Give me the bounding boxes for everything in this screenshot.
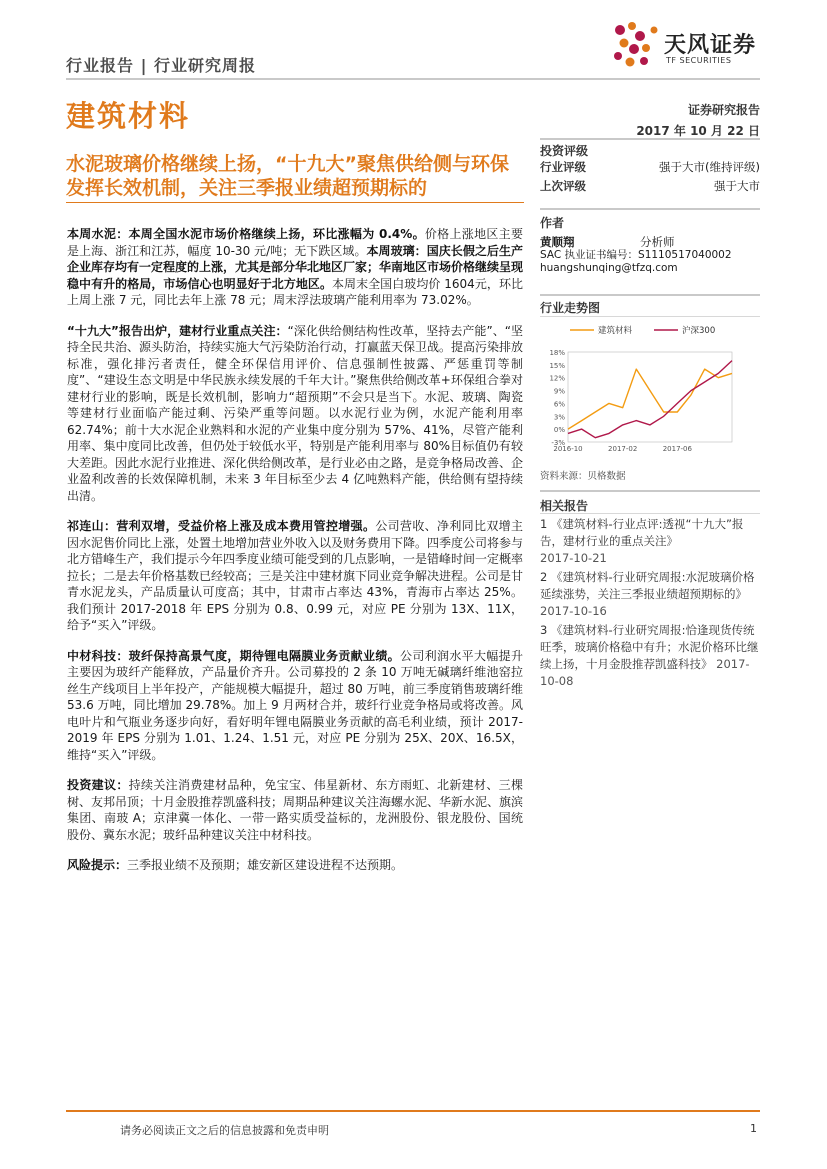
lead-glass: 本周玻璃：国庆长假之后生产企业库存均有一定程度的上涨，尤其是部分华北地区厂家；华南地区市场价格继续呈现稳中有升的格局，市场信心也明显好于北方地区。	[67, 243, 524, 291]
related-item-date: 2017-10-21	[540, 551, 607, 565]
lead-cement: 本周水泥：本周全国水泥市场价格继续上扬，环比涨幅为 0.4%。	[67, 227, 425, 241]
y-tick-label: 0%	[553, 426, 565, 435]
related-item-title[interactable]: 2 《建筑材料-行业研究周报:水泥玻璃价格延续涨势，关注三季报业绩超预期标的》	[540, 570, 755, 601]
logo-dot	[626, 58, 635, 67]
related-item[interactable]	[540, 516, 760, 567]
logo-dot	[629, 44, 639, 54]
lead-risk: 风险提示：	[67, 858, 128, 872]
rating-divider	[540, 138, 760, 140]
prev-rating-label: 上次评级	[540, 179, 586, 193]
lead-qilianshan: 祁连山：营利双增，受益价格上涨及成本费用管控增强。	[67, 519, 376, 533]
text-congress: “深化供给侧结构性改革，坚持去产能”、“坚持全民共治、源头防治，持续实施大气污染防治行动，打赢蓝天保卫战。提高污染排放标准，强化排污者责任，健全环保信用评价、信息强制性披露、严惩重罚等制度”、“建设生态文明是中华民族永续发展的千年大计。”聚焦供给侧改革+环保组合拳对建材行业的影响，既是长效机制，影响力“超预期”不会只是当下。水泥、玻璃、陶瓷等建材行业面临产能过剩、污染严重等问题。以水泥行业为例，水泥产能利用率 62.74%；前十大水泥企业熟料和水泥的产业集中度分别为 57%、41%，尽管产能利用率、集中度同比改善，但仍处于较低水平，特别是产能利用率与 80%目标值仍有较大差距。因此水泥行业推进、深化供给侧改革，是行业必由之路，是竞争格局改善、企业盈利改善的长效保障机制，未来 3 年目标至少去 4 亿吨熟料产能，供给侧有望持续出清。	[67, 323, 524, 503]
x-tick-label: 2017-02	[608, 445, 638, 453]
report-date: 2017 年 10 月 22 日	[636, 124, 760, 138]
logo-dot	[628, 22, 636, 30]
text-cement: 价格上涨地区主要是上海、浙江和江苏，幅度 10-30 元/吨；无下跌区域。	[67, 227, 523, 258]
author-divider	[540, 208, 760, 210]
trend-divider	[540, 294, 760, 296]
trend-subdivider	[540, 316, 760, 317]
rating-table	[540, 158, 760, 196]
logo-dot	[615, 25, 625, 35]
sector-title: 建筑材料	[66, 99, 191, 133]
paragraph-investment-advice	[67, 777, 523, 843]
author-heading: 作者	[540, 216, 565, 230]
prev-rating-value: 强于大市	[714, 179, 760, 193]
series-line-csi300	[568, 361, 732, 438]
y-tick-label: 18%	[549, 349, 565, 357]
title-divider	[66, 202, 524, 203]
report-body	[67, 226, 523, 888]
y-tick-label: -3%	[551, 439, 565, 447]
legend-label: 建筑材料	[598, 326, 633, 336]
y-tick-label: 15%	[549, 361, 565, 370]
y-tick-label: 9%	[553, 387, 565, 396]
author-sac: SAC 执业证书编号：S1110517040002	[540, 249, 732, 261]
trend-heading: 行业走势图	[540, 301, 601, 315]
related-divider	[540, 490, 760, 492]
related-heading: 相关报告	[540, 499, 589, 513]
footer-divider	[66, 1110, 760, 1112]
logo-dot	[642, 44, 650, 52]
chart-source: 资料来源：贝格数据	[540, 471, 626, 482]
paragraph-sinoma	[67, 648, 523, 764]
chart-legend	[570, 325, 715, 336]
lead-congress: “十九大”报告出炉，建材行业重点关注：	[67, 323, 288, 338]
logo-dot	[640, 57, 648, 65]
report-type: 行业报告 | 行业研究周报	[66, 56, 256, 75]
related-item-title[interactable]: 1 《建筑材料-行业点评:透视“十九大”报告，建材行业的重点关注》	[540, 517, 744, 548]
related-item-date: 2017-10-08	[540, 657, 750, 688]
text-advice: 持续关注消费建材品种，免宝宝、伟星新材、东方雨虹、北新建材、三棵树、友邦吊顶；十月金股推荐凯盛科技；周期品种建议关注海螺水泥、华新水泥、旗滨集团、南玻 A；京津冀一体化、一带一路实质受益标的，龙洲股份、银龙股份、国统股份、冀东水泥；玻纤品种建议关注中材科技。	[67, 778, 524, 842]
paragraph-risk	[67, 857, 523, 874]
doc-type: 证券研究报告	[687, 103, 760, 117]
related-item[interactable]	[540, 569, 760, 620]
rating-heading: 投资评级	[540, 144, 589, 158]
y-axis-ticks	[549, 349, 565, 447]
x-tick-label: 2016-10	[553, 445, 583, 453]
text-sinoma: 公司利润水平大幅提升主要因为玻纤产能释放，产品量价齐升。公司募投的 2 条 10 万吨无碱璃纤维池窑拉丝生产线项目上半年投产，产能规模大幅提升，超过 80 万吨，前三季度销售玻璃纤维 53.6 万吨，同比增加 29.78%。加上 9 月两材合并，玻纤行业竞争格局或将改善。风电叶片和气瓶业务逐步向好，看好明年锂电隔膜业务贡献的高毛利业绩，预计 2017-2019 年 EPS 分别为 1.01、1.24、1.51 元，对应 PE 分别为 25X、20X、16.5X，维持“买入”评级。	[67, 648, 523, 762]
paragraph-qilianshan	[67, 518, 523, 634]
plot-frame	[568, 352, 732, 442]
x-axis-ticks	[553, 445, 692, 453]
text-qilianshan: 公司营收、净利同比双增主因水泥售价同比上涨，处置土地增加营业外收入以及财务费用下降。四季度公司将参与北方错峰生产，我们提示今年四季度业绩可能受到的几点影响，一是错峰时间一定概率拉长；二是去年价格基数已经较高；三是关注中建材旗下同业竞争解决进程。公司是甘青水泥龙头，产品质量认可度高；其中，甘肃市占率达 43%，青海市占率达 25%。我们预计 2017-2018 年 EPS 分别为 0.8、0.99 元，对应 PE 分别为 13X、11X，给予“买入”评级。	[67, 519, 524, 632]
logo-english: TF SECURITIES	[666, 56, 732, 65]
legend-label: 沪深300	[682, 326, 716, 336]
industry-rating-value: 强于大市(维持评级)	[659, 160, 760, 174]
y-tick-label: 3%	[553, 413, 565, 422]
related-list	[540, 516, 760, 690]
text-risk: 三季报业绩不及预期；雄安新区建设进程不达预期。	[127, 858, 404, 872]
prev-rating-row	[540, 177, 760, 196]
logo-wordmark: 天风证券	[664, 33, 757, 58]
related-subdivider	[540, 513, 760, 514]
industry-trend-chart	[540, 320, 760, 460]
industry-rating-label: 行业评级	[540, 160, 586, 174]
logo-dot	[651, 27, 658, 34]
industry-rating-row	[540, 158, 760, 177]
logo-dot	[635, 31, 645, 41]
series-lines	[568, 361, 732, 438]
header-divider	[66, 78, 760, 80]
y-tick-label: 6%	[553, 400, 565, 409]
logo-dot	[620, 39, 629, 48]
related-item-title[interactable]: 3 《建筑材料-行业研究周报:恰逢现货传统旺季，玻璃价格稳中有升；水泥价格环比继续上扬，十月金股推荐凯盛科技》	[540, 623, 759, 671]
author-title: 分析师	[640, 235, 675, 249]
lead-advice: 投资建议：	[67, 778, 129, 792]
x-tick-label: 2017-06	[662, 445, 692, 453]
lead-sinoma: 中材科技：玻纤保持高景气度，期待锂电隔膜业务贡献业绩。	[67, 648, 400, 663]
author-name: 黄顺翔	[540, 235, 575, 249]
paragraph-19th-congress	[67, 323, 523, 505]
author-email[interactable]: huangshunqing@tfzq.com	[540, 262, 678, 274]
related-item-date: 2017-10-16	[540, 604, 607, 618]
paragraph-cement-glass	[67, 226, 523, 309]
related-item[interactable]	[540, 622, 760, 690]
author-line	[540, 236, 760, 249]
y-tick-label: 12%	[549, 374, 565, 383]
page-number: 1	[750, 1122, 757, 1135]
author-block	[540, 236, 760, 275]
report-title: 水泥玻璃价格继续上扬，“十九大”聚焦供给侧与环保发挥长效机制，关注三季报业绩超预期标的	[66, 153, 509, 199]
footer-disclaimer: 请务必阅读正文之后的信息披露和免责申明	[120, 1124, 329, 1137]
series-line-building-materials	[568, 369, 732, 429]
logo-dot	[614, 52, 622, 60]
text-glass: 本周末全国白玻均价 1604元，环比上周上涨 7 元，同比去年上涨 78 元；周末浮法玻璃产能利用率为 73.02%。	[67, 276, 523, 307]
